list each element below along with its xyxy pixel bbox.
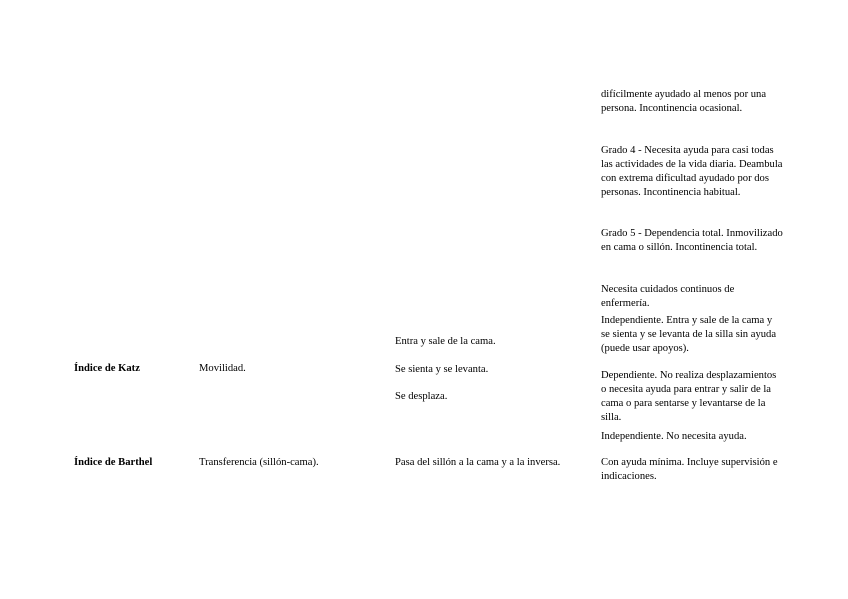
criteria-barthel-ayuda-minima: Con ayuda mínima. Incluye supervisión e indicaciones. [601,457,778,482]
grado3-continuation-text: difícilmente ayudado al menos por una persona. Incontinencia ocasional. [601,89,767,114]
criteria-barthel-independiente: Independiente. No necesita ayuda. [601,431,747,442]
index-name-barthel: Índice de Barthel [74,457,153,468]
area-barthel: Transferencia (sillón-cama). [199,457,319,468]
grado5-text: Grado 5 - Dependencia total. Inmovilizado en cama o sillón. Incontinencia total. [601,228,783,253]
area-katz: Movilidad. [199,363,246,374]
criteria-katz-dependiente: Dependiente. No realiza desplazamientos o necesita ayuda para entrar y salir de la cama o para sentarse y levantarse de la silla. [601,370,777,423]
item-katz-2: Se sienta y se levanta. [395,364,489,375]
cuidados-text: Necesita cuidados continuos de enfermería. [601,284,735,309]
item-katz-1: Entra y sale de la cama. [395,336,496,347]
item-katz-3: Se desplaza. [395,391,448,402]
criteria-katz-independiente: Independiente. Entra y sale de la cama y se sienta y se levanta de la silla sin ayuda (puede usar apoyos). [601,315,777,354]
index-name-katz: Índice de Katz [74,363,140,374]
item-barthel-1: Pasa del sillón a la cama y a la inversa. [395,457,561,468]
grado4-text: Grado 4 - Necesita ayuda para casi todas las actividades de la vida diaria. Deambula con extrema dificultad ayudado por dos personas. Incontinencia habitual. [601,145,783,198]
